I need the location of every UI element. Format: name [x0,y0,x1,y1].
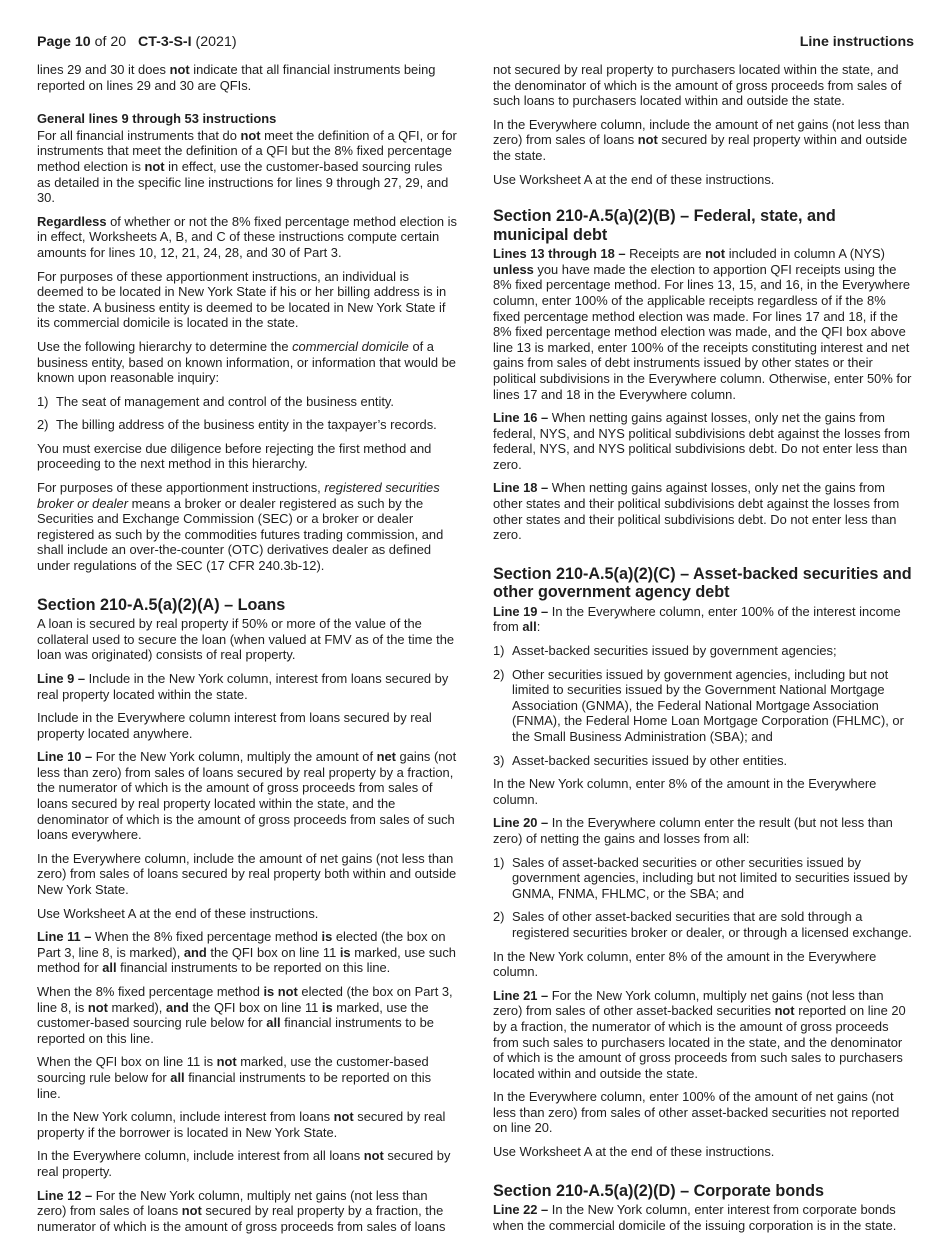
paragraph: When the QFI box on line 11 is not marked, use the customer-based sourcing rule below for all financial instruments to be reported on this line. [37,1054,432,1101]
paragraph: Lines 13 through 18 – Receipts are not included in column A (NYS) unless you have made the election to apportion QFI receipts using the 8% fixed percentage method. For lines 13, 15, and 16, in the Everywhere column, enter 100% of the applicable receipts regardless of if the 8% fixed percentage method election was made. For lines 17 and 18, if the 8% fixed percentage method election was made, and the QFI box above line 13 is marked, enter 100% of the receipts constituting interest and net gains from sales of debt instruments issued by other states or their political subdivisions in the Everywhere column. Otherwise, enter 50% for lines 17 and 18 in the Everywhere column. [493,246,912,402]
list-item: 2) Other securities issued by government agencies, including but not limited to securities issued by the Government National Mortgage Association (GNMA), the Federal National Mortgage Association (FNMA), the Federal Home Loan Mortgage Corporation (FHLMC), or the Small Business Administration (SBA); and [493,666,904,744]
list-item: 2) The billing address of the business entity in the taxpayer’s records. [37,417,437,433]
paragraph: For purposes of these apportionment instructions, an individual is deemed to be located in New York State if his or her billing address is in the state. A business entity is deemed to be located in New York State if its commercial domicile is located in the state. [37,268,447,331]
paragraph: not secured by real property to purchasers located within the state, and the denominator of which is the amount of gross proceeds from sales of such loans to purchasers located within and outside the state. [493,62,902,109]
paragraph: Line 20 – In the Everywhere column enter the result (but not less than zero) of netting the gains and losses from all: [493,815,893,846]
general-instructions-heading: General lines 9 through 53 instructions [37,111,277,127]
paragraph: In the Everywhere column, include the amount of net gains (not less than zero) from sales of loans secured by real property both within and outside New York State. [37,850,457,898]
paragraph: Line 22 – In the New York column, enter interest from corporate bonds when the commercial domicile of the issuing corporation is in the state. [493,1202,897,1233]
list-item: 3) Asset-backed securities issued by other entities. [493,752,788,768]
paragraph: In the Everywhere column, enter 100% of the amount of net gains (not less than zero) from sales of other asset-backed securities not reported on line 20. [493,1089,900,1136]
loans-section-heading: Section 210-A.5(a)(2)(A) – Loans [37,595,286,614]
paragraph: In the Everywhere column, include interest from all loans not secured by real property. [37,1148,451,1179]
paragraph: Line 10 – For the New York column, multiply the amount of net gains (not less than zero) from sales of loans secured by real property by a fraction, the numerator of which is the amount of gross proceeds from sales of loans secured by real property located within the state, and the denominator of which is the amount of gross proceeds from sales of such loans everywhere. [37,749,457,843]
right-column [493,62,914,1241]
paragraph: Line 16 – When netting gains against losses, only net the gains from federal, NYS, and NYS political subdivisions debt against the losses from federal, NYS, and NYS political subdivisions debt. Do not enter less than zero. [493,410,911,472]
paragraph: A loan is secured by real property if 50% or more of the value of the collateral used to secure the loan (when valued at FMV as of the time the loan was originated) consists of real property. [37,616,455,663]
list-item: 2) Sales of other asset-backed securities that are sold through a registered securities broker or dealer, or through a licensed exchange. [493,909,912,940]
paragraph: Use Worksheet A at the end of these instructions. [493,1144,775,1160]
paragraph: Regardless of whether or not the 8% fixed percentage method election is in effect, Worksheets A, B, and C of these instructions compute certain amounts for lines 10, 12, 21, 24, 28, and 30 of Part 3. [37,213,457,260]
paragraph: You must exercise due diligence before rejecting the first method and proceeding to the next method in this hierarchy. [37,440,432,472]
paragraph: In the New York column, include interest from loans not secured by real property if the borrower is located in New York State. [37,1109,446,1140]
paragraph: Line 12 – For the New York column, multiply net gains (not less than zero) from sales of loans not secured by real property by a fraction, the numerator of which is the amount of gross proceeds from sales of loans [37,1187,446,1234]
paragraph: Use the following hierarchy to determine the commercial domicile of a business entity, based on known information, or information that would be known upon reasonable inquiry: [37,338,456,386]
paragraph: For purposes of these apportionment instructions, registered securities broker or dealer means a broker or dealer registered as such by the Securities and Exchange Commission (SEC) or a broker or dealer registered as such by the commodities futures trading commission, and shall include an over-the-counter (OTC) derivatives dealer as defined under regulations of the SEC (17 CFR 240.3b-12). [37,480,444,574]
paragraph: Line 11 – When the 8% fixed percentage method is elected (the box on Part 3, line 8, is marked), and the QFI box on line 11 is marked, use such method for all financial instruments to be reported on this line. [37,929,456,976]
page-header [37,34,914,54]
list-item: 1) Asset-backed securities issued by government agencies; [493,643,837,659]
paragraph: Use Worksheet A at the end of these instructions. [493,171,775,187]
asset-backed-section-heading: Section 210-A.5(a)(2)(C) – Asset-backed securities and other government agency debt [493,564,912,602]
paragraph: In the New York column, enter 8% of the amount in the Everywhere column. [493,948,877,980]
paragraph: In the New York column, enter 8% of the amount in the Everywhere column. [493,776,877,807]
left-column [37,62,457,1242]
paragraph: Line 21 – For the New York column, multiply net gains (not less than zero) from sales of other asset-backed securities not reported on line 20 by a fraction, the numerator of which is the amount of gross proceeds from such sales to purchasers located in the state, and the denominator of which is the amount of gross proceeds from such sales to purchasers located within and outside the state. [493,987,906,1081]
paragraph: Line 9 – Include in the New York column, interest from loans secured by real property located within the state. [37,670,449,702]
paragraph: lines 29 and 30 it does not indicate that all financial instruments being reported on lines 29 and 30 are QFIs. [37,62,436,93]
paragraph: Line 19 – In the Everywhere column, enter 100% of the interest income from all: [493,603,901,635]
paragraph: Use Worksheet A at the end of these instructions. [37,905,319,921]
form-year: (2021) [195,34,237,50]
paragraph: In the Everywhere column, include the amount of net gains (not less than zero) from sales of loans not secured by real property within and outside the state. [493,116,910,163]
corporate-bonds-section-heading: Section 210-A.5(a)(2)(D) – Corporate bonds [493,1181,824,1200]
federal-debt-section-heading: Section 210-A.5(a)(2)(B) – Federal, state, and municipal debt [493,207,836,244]
paragraph: Include in the Everywhere column interest from loans secured by real property located anywhere. [37,710,432,741]
paragraph: Line 18 – When netting gains against losses, only net the gains from other states and their political subdivisions debt against the losses from other states and their political subdivisions debt. Do not enter less than zero. [493,480,900,543]
list-item: 1) The seat of management and control of the business entity. [37,393,394,409]
paragraph: When the 8% fixed percentage method is not elected (the box on Part 3, line 8, is not marked), and the QFI box on line 11 is marked, use the customer-based sourcing rule below for all financial instruments to be reported on this line. [37,984,453,1046]
form-id: CT-3-S-I [137,34,192,50]
list-item: 1) Sales of asset-backed securities or other securities issued by government agencies, including but not limited to securities issued by GNMA, FNMA, FHLMC, or the SBA; and [493,854,908,901]
page-number: Page 10 of 20 CT-3-S-I (2021) [37,34,237,50]
paragraph: For all financial instruments that do not meet the definition of a QFI, or for instruments that meet the definition of a QFI but the 8% fixed percentage method election is not in effect, use the customer-based sourcing rules as detailed in the specific line instructions for lines 9 through 27, 29, and 30. [37,127,457,206]
section-title: Line instructions [799,34,914,50]
